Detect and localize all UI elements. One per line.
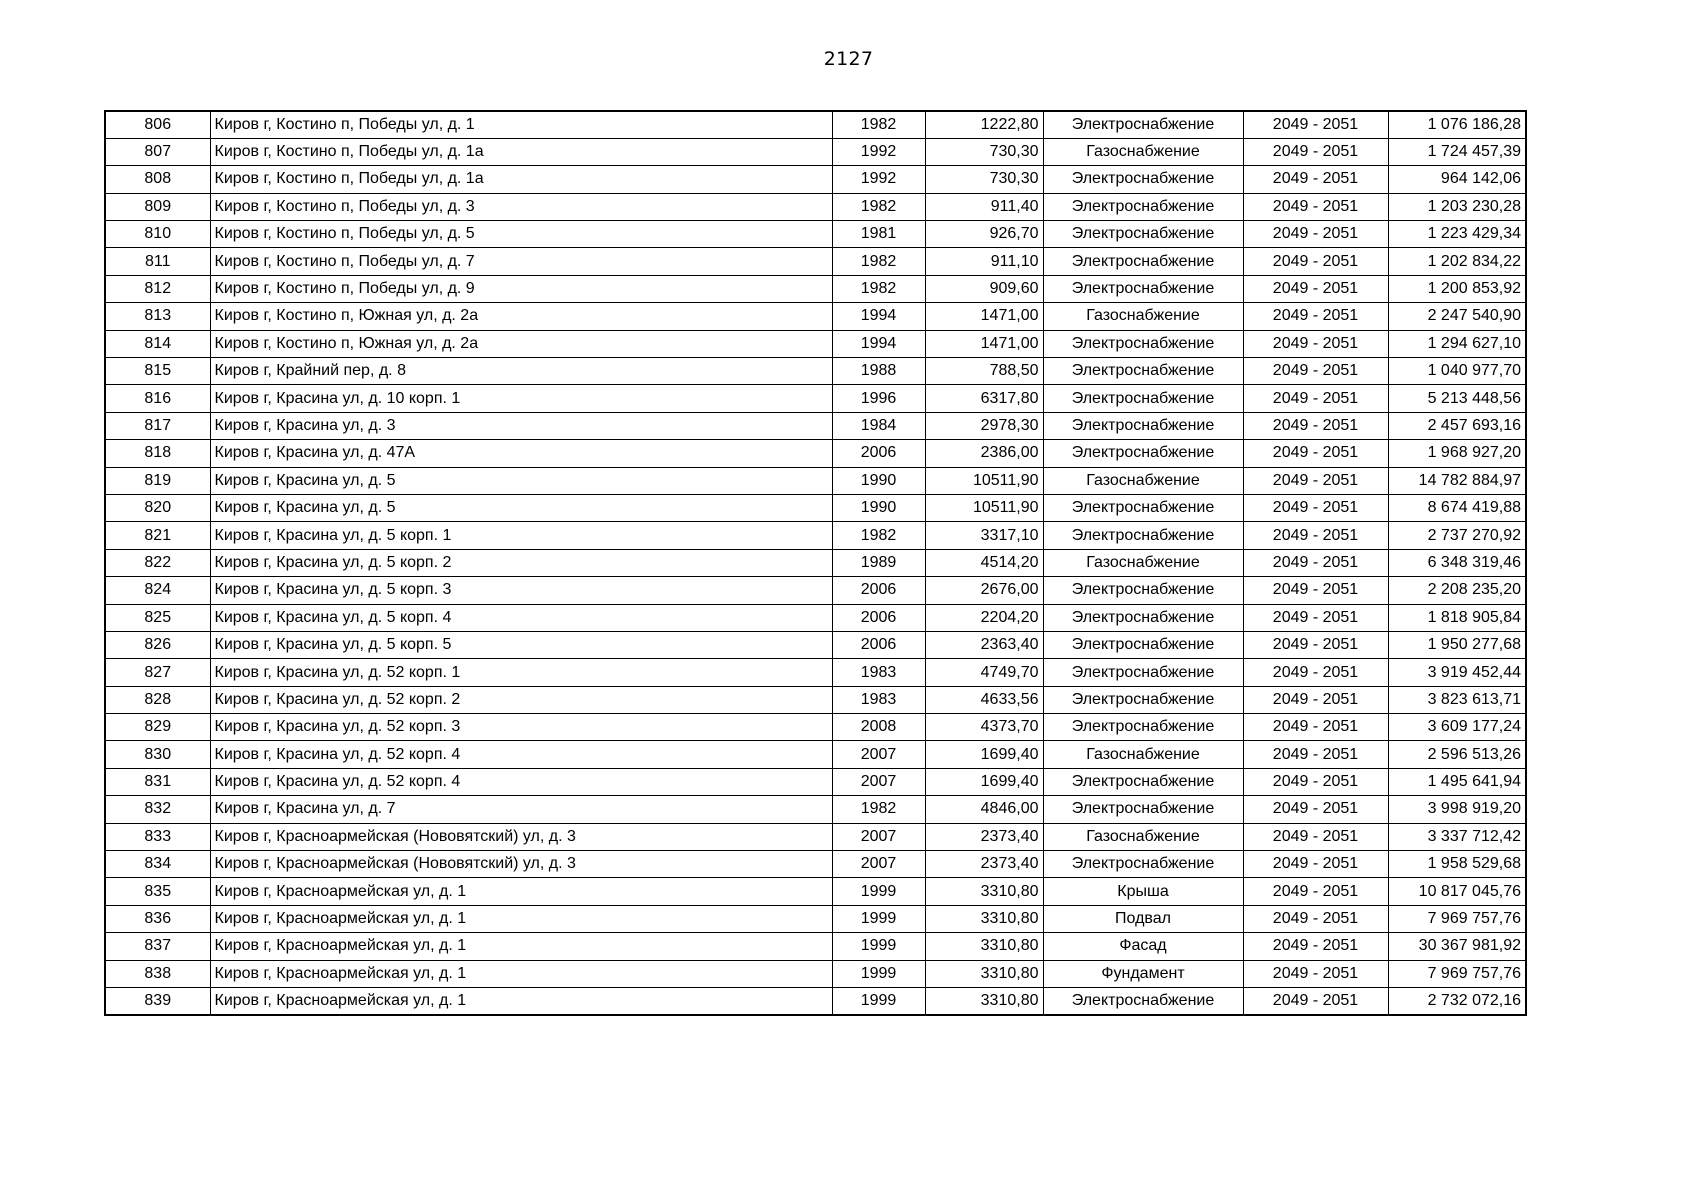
address-cell: Киров г, Костино п, Южная ул, д. 2а bbox=[210, 330, 832, 357]
period-cell: 2049 - 2051 bbox=[1243, 138, 1388, 165]
address-cell: Киров г, Красина ул, д. 3 bbox=[210, 412, 832, 439]
row-number-cell: 829 bbox=[105, 714, 210, 741]
period-cell: 2049 - 2051 bbox=[1243, 303, 1388, 330]
build-year-cell: 1990 bbox=[832, 494, 925, 521]
table-row bbox=[105, 358, 1526, 385]
table-row bbox=[105, 768, 1526, 795]
work-type-cell: Газоснабжение bbox=[1043, 741, 1243, 768]
row-number-cell: 827 bbox=[105, 659, 210, 686]
build-year-cell: 2007 bbox=[832, 768, 925, 795]
build-year-cell: 1999 bbox=[832, 933, 925, 960]
cost-cell: 6 348 319,46 bbox=[1388, 549, 1526, 576]
build-year-cell: 2006 bbox=[832, 631, 925, 658]
address-cell: Киров г, Костино п, Победы ул, д. 1 bbox=[210, 111, 832, 138]
period-cell: 2049 - 2051 bbox=[1243, 467, 1388, 494]
build-year-cell: 2006 bbox=[832, 604, 925, 631]
table-row bbox=[105, 905, 1526, 932]
address-cell: Киров г, Красина ул, д. 47А bbox=[210, 440, 832, 467]
table-row bbox=[105, 111, 1526, 138]
period-cell: 2049 - 2051 bbox=[1243, 111, 1388, 138]
period-cell: 2049 - 2051 bbox=[1243, 385, 1388, 412]
table-row bbox=[105, 412, 1526, 439]
period-cell: 2049 - 2051 bbox=[1243, 221, 1388, 248]
cost-cell: 3 823 613,71 bbox=[1388, 686, 1526, 713]
work-type-cell: Электроснабжение bbox=[1043, 440, 1243, 467]
work-type-cell: Электроснабжение bbox=[1043, 522, 1243, 549]
build-year-cell: 2007 bbox=[832, 741, 925, 768]
cost-cell: 1 818 905,84 bbox=[1388, 604, 1526, 631]
table-row bbox=[105, 686, 1526, 713]
address-cell: Киров г, Костино п, Победы ул, д. 3 bbox=[210, 193, 832, 220]
cost-cell: 30 367 981,92 bbox=[1388, 933, 1526, 960]
area-cell: 2676,00 bbox=[925, 577, 1043, 604]
area-cell: 6317,80 bbox=[925, 385, 1043, 412]
work-type-cell: Фасад bbox=[1043, 933, 1243, 960]
work-type-cell: Газоснабжение bbox=[1043, 138, 1243, 165]
area-cell: 1699,40 bbox=[925, 741, 1043, 768]
work-type-cell: Электроснабжение bbox=[1043, 988, 1243, 1015]
work-type-cell: Электроснабжение bbox=[1043, 248, 1243, 275]
work-type-cell: Электроснабжение bbox=[1043, 714, 1243, 741]
cost-cell: 1 203 230,28 bbox=[1388, 193, 1526, 220]
period-cell: 2049 - 2051 bbox=[1243, 577, 1388, 604]
cost-cell: 2 457 693,16 bbox=[1388, 412, 1526, 439]
area-cell: 2373,40 bbox=[925, 823, 1043, 850]
row-number-cell: 811 bbox=[105, 248, 210, 275]
work-type-cell: Электроснабжение bbox=[1043, 851, 1243, 878]
row-number-cell: 813 bbox=[105, 303, 210, 330]
address-cell: Киров г, Красина ул, д. 10 корп. 1 bbox=[210, 385, 832, 412]
row-number-cell: 839 bbox=[105, 988, 210, 1015]
period-cell: 2049 - 2051 bbox=[1243, 686, 1388, 713]
work-type-cell: Электроснабжение bbox=[1043, 193, 1243, 220]
period-cell: 2049 - 2051 bbox=[1243, 988, 1388, 1015]
address-cell: Киров г, Красноармейская (Нововятский) ул, д. 3 bbox=[210, 823, 832, 850]
row-number-cell: 807 bbox=[105, 138, 210, 165]
table-row bbox=[105, 193, 1526, 220]
table-row bbox=[105, 385, 1526, 412]
row-number-cell: 817 bbox=[105, 412, 210, 439]
work-type-cell: Электроснабжение bbox=[1043, 796, 1243, 823]
cost-cell: 1 202 834,22 bbox=[1388, 248, 1526, 275]
area-cell: 1222,80 bbox=[925, 111, 1043, 138]
build-year-cell: 1981 bbox=[832, 221, 925, 248]
table-body bbox=[105, 111, 1526, 1015]
period-cell: 2049 - 2051 bbox=[1243, 823, 1388, 850]
row-number-cell: 836 bbox=[105, 905, 210, 932]
cost-cell: 2 208 235,20 bbox=[1388, 577, 1526, 604]
address-cell: Киров г, Костино п, Победы ул, д. 5 bbox=[210, 221, 832, 248]
work-type-cell: Крыша bbox=[1043, 878, 1243, 905]
period-cell: 2049 - 2051 bbox=[1243, 659, 1388, 686]
table-row bbox=[105, 851, 1526, 878]
table-row bbox=[105, 631, 1526, 658]
work-type-cell: Электроснабжение bbox=[1043, 659, 1243, 686]
work-type-cell: Электроснабжение bbox=[1043, 494, 1243, 521]
build-year-cell: 1983 bbox=[832, 686, 925, 713]
table-row bbox=[105, 960, 1526, 987]
period-cell: 2049 - 2051 bbox=[1243, 905, 1388, 932]
work-type-cell: Электроснабжение bbox=[1043, 631, 1243, 658]
period-cell: 2049 - 2051 bbox=[1243, 166, 1388, 193]
area-cell: 911,40 bbox=[925, 193, 1043, 220]
address-cell: Киров г, Красина ул, д. 52 корп. 4 bbox=[210, 741, 832, 768]
area-cell: 911,10 bbox=[925, 248, 1043, 275]
area-cell: 2978,30 bbox=[925, 412, 1043, 439]
cost-cell: 3 609 177,24 bbox=[1388, 714, 1526, 741]
cost-cell: 1 200 853,92 bbox=[1388, 275, 1526, 302]
row-number-cell: 830 bbox=[105, 741, 210, 768]
table-row bbox=[105, 440, 1526, 467]
work-type-cell: Электроснабжение bbox=[1043, 768, 1243, 795]
table-row bbox=[105, 330, 1526, 357]
period-cell: 2049 - 2051 bbox=[1243, 768, 1388, 795]
address-cell: Киров г, Красина ул, д. 5 корп. 1 bbox=[210, 522, 832, 549]
build-year-cell: 1996 bbox=[832, 385, 925, 412]
row-number-cell: 835 bbox=[105, 878, 210, 905]
row-number-cell: 832 bbox=[105, 796, 210, 823]
table-row bbox=[105, 138, 1526, 165]
period-cell: 2049 - 2051 bbox=[1243, 193, 1388, 220]
row-number-cell: 821 bbox=[105, 522, 210, 549]
area-cell: 3310,80 bbox=[925, 960, 1043, 987]
address-cell: Киров г, Костино п, Победы ул, д. 9 bbox=[210, 275, 832, 302]
work-type-cell: Газоснабжение bbox=[1043, 467, 1243, 494]
cost-cell: 1 724 457,39 bbox=[1388, 138, 1526, 165]
cost-cell: 2 247 540,90 bbox=[1388, 303, 1526, 330]
cost-cell: 7 969 757,76 bbox=[1388, 960, 1526, 987]
period-cell: 2049 - 2051 bbox=[1243, 741, 1388, 768]
address-cell: Киров г, Красина ул, д. 5 bbox=[210, 494, 832, 521]
table-row bbox=[105, 467, 1526, 494]
area-cell: 10511,90 bbox=[925, 494, 1043, 521]
area-cell: 10511,90 bbox=[925, 467, 1043, 494]
work-type-cell: Электроснабжение bbox=[1043, 275, 1243, 302]
area-cell: 1699,40 bbox=[925, 768, 1043, 795]
area-cell: 2363,40 bbox=[925, 631, 1043, 658]
area-cell: 4846,00 bbox=[925, 796, 1043, 823]
address-cell: Киров г, Красина ул, д. 5 корп. 4 bbox=[210, 604, 832, 631]
build-year-cell: 2008 bbox=[832, 714, 925, 741]
period-cell: 2049 - 2051 bbox=[1243, 275, 1388, 302]
build-year-cell: 1982 bbox=[832, 193, 925, 220]
work-type-cell: Электроснабжение bbox=[1043, 166, 1243, 193]
address-cell: Киров г, Красноармейская ул, д. 1 bbox=[210, 878, 832, 905]
period-cell: 2049 - 2051 bbox=[1243, 440, 1388, 467]
table-row bbox=[105, 823, 1526, 850]
area-cell: 4514,20 bbox=[925, 549, 1043, 576]
build-year-cell: 1999 bbox=[832, 905, 925, 932]
build-year-cell: 1992 bbox=[832, 138, 925, 165]
work-type-cell: Электроснабжение bbox=[1043, 221, 1243, 248]
table-row bbox=[105, 248, 1526, 275]
area-cell: 909,60 bbox=[925, 275, 1043, 302]
area-cell: 3310,80 bbox=[925, 988, 1043, 1015]
row-number-cell: 814 bbox=[105, 330, 210, 357]
area-cell: 3310,80 bbox=[925, 878, 1043, 905]
area-cell: 2386,00 bbox=[925, 440, 1043, 467]
table-row bbox=[105, 988, 1526, 1015]
row-number-cell: 810 bbox=[105, 221, 210, 248]
table-row bbox=[105, 494, 1526, 521]
address-cell: Киров г, Красина ул, д. 5 корп. 5 bbox=[210, 631, 832, 658]
area-cell: 2204,20 bbox=[925, 604, 1043, 631]
table-row bbox=[105, 166, 1526, 193]
row-number-cell: 838 bbox=[105, 960, 210, 987]
work-type-cell: Электроснабжение bbox=[1043, 412, 1243, 439]
address-cell: Киров г, Красина ул, д. 52 корп. 1 bbox=[210, 659, 832, 686]
address-cell: Киров г, Красноармейская ул, д. 1 bbox=[210, 905, 832, 932]
row-number-cell: 833 bbox=[105, 823, 210, 850]
build-year-cell: 1990 bbox=[832, 467, 925, 494]
period-cell: 2049 - 2051 bbox=[1243, 960, 1388, 987]
build-year-cell: 1984 bbox=[832, 412, 925, 439]
table-row bbox=[105, 741, 1526, 768]
area-cell: 3310,80 bbox=[925, 905, 1043, 932]
build-year-cell: 1999 bbox=[832, 988, 925, 1015]
period-cell: 2049 - 2051 bbox=[1243, 714, 1388, 741]
cost-cell: 1 223 429,34 bbox=[1388, 221, 1526, 248]
row-number-cell: 831 bbox=[105, 768, 210, 795]
area-cell: 2373,40 bbox=[925, 851, 1043, 878]
cost-cell: 1 958 529,68 bbox=[1388, 851, 1526, 878]
cost-cell: 2 737 270,92 bbox=[1388, 522, 1526, 549]
cost-cell: 5 213 448,56 bbox=[1388, 385, 1526, 412]
address-cell: Киров г, Костино п, Южная ул, д. 2а bbox=[210, 303, 832, 330]
cost-cell: 1 950 277,68 bbox=[1388, 631, 1526, 658]
build-year-cell: 1982 bbox=[832, 248, 925, 275]
period-cell: 2049 - 2051 bbox=[1243, 248, 1388, 275]
address-cell: Киров г, Костино п, Победы ул, д. 1а bbox=[210, 166, 832, 193]
cost-cell: 14 782 884,97 bbox=[1388, 467, 1526, 494]
period-cell: 2049 - 2051 bbox=[1243, 604, 1388, 631]
cost-cell: 8 674 419,88 bbox=[1388, 494, 1526, 521]
address-cell: Киров г, Костино п, Победы ул, д. 1а bbox=[210, 138, 832, 165]
period-cell: 2049 - 2051 bbox=[1243, 549, 1388, 576]
work-type-cell: Подвал bbox=[1043, 905, 1243, 932]
cost-cell: 964 142,06 bbox=[1388, 166, 1526, 193]
work-type-cell: Электроснабжение bbox=[1043, 111, 1243, 138]
table-row bbox=[105, 659, 1526, 686]
period-cell: 2049 - 2051 bbox=[1243, 933, 1388, 960]
build-year-cell: 1982 bbox=[832, 796, 925, 823]
build-year-cell: 2007 bbox=[832, 823, 925, 850]
cost-cell: 1 040 977,70 bbox=[1388, 358, 1526, 385]
build-year-cell: 1983 bbox=[832, 659, 925, 686]
work-type-cell: Газоснабжение bbox=[1043, 549, 1243, 576]
page-number: 2127 bbox=[823, 48, 874, 70]
table-row bbox=[105, 714, 1526, 741]
row-number-cell: 824 bbox=[105, 577, 210, 604]
cost-cell: 3 998 919,20 bbox=[1388, 796, 1526, 823]
row-number-cell: 834 bbox=[105, 851, 210, 878]
build-year-cell: 1992 bbox=[832, 166, 925, 193]
cost-cell: 7 969 757,76 bbox=[1388, 905, 1526, 932]
area-cell: 1471,00 bbox=[925, 303, 1043, 330]
row-number-cell: 820 bbox=[105, 494, 210, 521]
build-year-cell: 2006 bbox=[832, 577, 925, 604]
row-number-cell: 828 bbox=[105, 686, 210, 713]
build-year-cell: 1989 bbox=[832, 549, 925, 576]
row-number-cell: 808 bbox=[105, 166, 210, 193]
period-cell: 2049 - 2051 bbox=[1243, 796, 1388, 823]
period-cell: 2049 - 2051 bbox=[1243, 878, 1388, 905]
work-type-cell: Электроснабжение bbox=[1043, 330, 1243, 357]
period-cell: 2049 - 2051 bbox=[1243, 851, 1388, 878]
area-cell: 4633,56 bbox=[925, 686, 1043, 713]
area-cell: 1471,00 bbox=[925, 330, 1043, 357]
cost-cell: 2 732 072,16 bbox=[1388, 988, 1526, 1015]
row-number-cell: 812 bbox=[105, 275, 210, 302]
cost-cell: 2 596 513,26 bbox=[1388, 741, 1526, 768]
table-row bbox=[105, 796, 1526, 823]
address-cell: Киров г, Красина ул, д. 5 bbox=[210, 467, 832, 494]
address-cell: Киров г, Красина ул, д. 52 корп. 3 bbox=[210, 714, 832, 741]
row-number-cell: 815 bbox=[105, 358, 210, 385]
cost-cell: 3 919 452,44 bbox=[1388, 659, 1526, 686]
cost-cell: 1 968 927,20 bbox=[1388, 440, 1526, 467]
cost-cell: 1 076 186,28 bbox=[1388, 111, 1526, 138]
area-cell: 3310,80 bbox=[925, 933, 1043, 960]
period-cell: 2049 - 2051 bbox=[1243, 494, 1388, 521]
address-cell: Киров г, Красина ул, д. 5 корп. 3 bbox=[210, 577, 832, 604]
table-row bbox=[105, 303, 1526, 330]
table-row bbox=[105, 604, 1526, 631]
period-cell: 2049 - 2051 bbox=[1243, 330, 1388, 357]
work-type-cell: Газоснабжение bbox=[1043, 823, 1243, 850]
cost-cell: 10 817 045,76 bbox=[1388, 878, 1526, 905]
work-type-cell: Электроснабжение bbox=[1043, 385, 1243, 412]
build-year-cell: 1999 bbox=[832, 878, 925, 905]
address-cell: Киров г, Красина ул, д. 5 корп. 2 bbox=[210, 549, 832, 576]
row-number-cell: 816 bbox=[105, 385, 210, 412]
table-row bbox=[105, 221, 1526, 248]
table-row bbox=[105, 522, 1526, 549]
row-number-cell: 837 bbox=[105, 933, 210, 960]
row-number-cell: 819 bbox=[105, 467, 210, 494]
work-type-cell: Электроснабжение bbox=[1043, 577, 1243, 604]
work-type-cell: Электроснабжение bbox=[1043, 358, 1243, 385]
address-cell: Киров г, Красноармейская (Нововятский) ул, д. 3 bbox=[210, 851, 832, 878]
area-cell: 730,30 bbox=[925, 138, 1043, 165]
table-row bbox=[105, 933, 1526, 960]
repair-registry-table bbox=[104, 110, 1527, 1016]
build-year-cell: 1994 bbox=[832, 303, 925, 330]
build-year-cell: 2006 bbox=[832, 440, 925, 467]
row-number-cell: 822 bbox=[105, 549, 210, 576]
cost-cell: 1 294 627,10 bbox=[1388, 330, 1526, 357]
cost-cell: 1 495 641,94 bbox=[1388, 768, 1526, 795]
address-cell: Киров г, Красина ул, д. 7 bbox=[210, 796, 832, 823]
table-row bbox=[105, 275, 1526, 302]
work-type-cell: Газоснабжение bbox=[1043, 303, 1243, 330]
area-cell: 926,70 bbox=[925, 221, 1043, 248]
area-cell: 4373,70 bbox=[925, 714, 1043, 741]
build-year-cell: 1982 bbox=[832, 522, 925, 549]
build-year-cell: 1988 bbox=[832, 358, 925, 385]
row-number-cell: 809 bbox=[105, 193, 210, 220]
build-year-cell: 1982 bbox=[832, 275, 925, 302]
build-year-cell: 1994 bbox=[832, 330, 925, 357]
work-type-cell: Фундамент bbox=[1043, 960, 1243, 987]
row-number-cell: 826 bbox=[105, 631, 210, 658]
address-cell: Киров г, Крайний пер, д. 8 bbox=[210, 358, 832, 385]
build-year-cell: 1982 bbox=[832, 111, 925, 138]
table-row bbox=[105, 577, 1526, 604]
build-year-cell: 2007 bbox=[832, 851, 925, 878]
table-row bbox=[105, 878, 1526, 905]
row-number-cell: 818 bbox=[105, 440, 210, 467]
work-type-cell: Электроснабжение bbox=[1043, 686, 1243, 713]
cost-cell: 3 337 712,42 bbox=[1388, 823, 1526, 850]
row-number-cell: 806 bbox=[105, 111, 210, 138]
address-cell: Киров г, Костино п, Победы ул, д. 7 bbox=[210, 248, 832, 275]
area-cell: 3317,10 bbox=[925, 522, 1043, 549]
area-cell: 730,30 bbox=[925, 166, 1043, 193]
address-cell: Киров г, Красноармейская ул, д. 1 bbox=[210, 988, 832, 1015]
table-row bbox=[105, 549, 1526, 576]
period-cell: 2049 - 2051 bbox=[1243, 522, 1388, 549]
address-cell: Киров г, Красина ул, д. 52 корп. 2 bbox=[210, 686, 832, 713]
area-cell: 4749,70 bbox=[925, 659, 1043, 686]
address-cell: Киров г, Красноармейская ул, д. 1 bbox=[210, 933, 832, 960]
build-year-cell: 1999 bbox=[832, 960, 925, 987]
row-number-cell: 825 bbox=[105, 604, 210, 631]
period-cell: 2049 - 2051 bbox=[1243, 631, 1388, 658]
period-cell: 2049 - 2051 bbox=[1243, 412, 1388, 439]
period-cell: 2049 - 2051 bbox=[1243, 358, 1388, 385]
address-cell: Киров г, Красноармейская ул, д. 1 bbox=[210, 960, 832, 987]
work-type-cell: Электроснабжение bbox=[1043, 604, 1243, 631]
address-cell: Киров г, Красина ул, д. 52 корп. 4 bbox=[210, 768, 832, 795]
area-cell: 788,50 bbox=[925, 358, 1043, 385]
